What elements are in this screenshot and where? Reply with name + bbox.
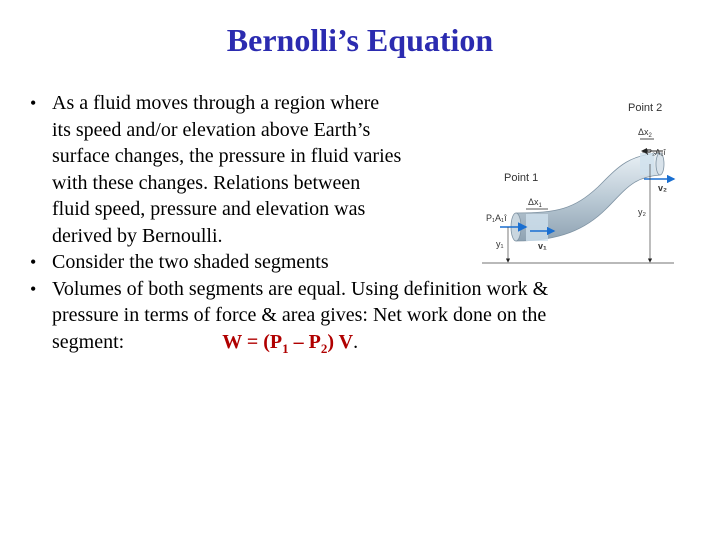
- bernoulli-pipe-figure: [478, 97, 678, 269]
- bullet-line: Volumes of both segments are equal. Using definition work &: [52, 277, 549, 300]
- formula-mid: – P: [288, 330, 321, 353]
- bullet-text: Consider the two shaded segments: [52, 251, 329, 273]
- bullet-item-fluid-pressure: [28, 90, 482, 249]
- work-formula: [222, 330, 354, 356]
- point-1-label: Point 1: [504, 172, 539, 184]
- bullet-item-work-formula: [28, 276, 688, 363]
- bullet-line: fluid speed, pressure and elevation was: [52, 198, 366, 220]
- segment-1: [526, 214, 548, 241]
- bullet-line: As a fluid moves through a region where: [52, 92, 380, 114]
- v2-label: v₂: [658, 183, 668, 193]
- pipe-diagram: [478, 97, 678, 269]
- dx2-label: $\Delta x_2$: [638, 127, 652, 139]
- v1-label: v₁: [538, 241, 547, 251]
- bullet-line: with these changes. Relations between: [52, 171, 361, 194]
- point-2-label: Point 2: [628, 102, 663, 114]
- bullet-icon: •: [30, 252, 37, 272]
- slide-title: Bernolli’s Equation: [226, 22, 494, 58]
- formula-lead: W = (P: [222, 330, 283, 353]
- bullet-icon: •: [30, 278, 37, 299]
- dx1-label: $\Delta x_1$: [528, 197, 542, 209]
- bullet-icon: •: [30, 93, 37, 113]
- formula-period: .: [353, 330, 359, 353]
- force-2-label: −P₂A₂î: [642, 148, 666, 157]
- bullet-line: derived by Bernoulli.: [52, 224, 223, 247]
- force-1-label: P₁A₁î: [486, 213, 507, 223]
- bullet-line-prefix: segment:: [52, 330, 125, 353]
- bullet-line: pressure in terms of force & area gives: Net work done on the: [52, 304, 547, 326]
- y1-label: y₁: [496, 239, 504, 249]
- y2-label: y₂: [638, 207, 646, 217]
- formula-sub-2: 2: [320, 340, 328, 356]
- bullet-line: its speed and/or elevation above Earth’s: [52, 118, 371, 141]
- formula-sub-1: 1: [282, 340, 289, 356]
- bullet-line: surface changes, the pressure in fluid varies: [52, 145, 402, 167]
- formula-tail: ) V: [327, 330, 354, 353]
